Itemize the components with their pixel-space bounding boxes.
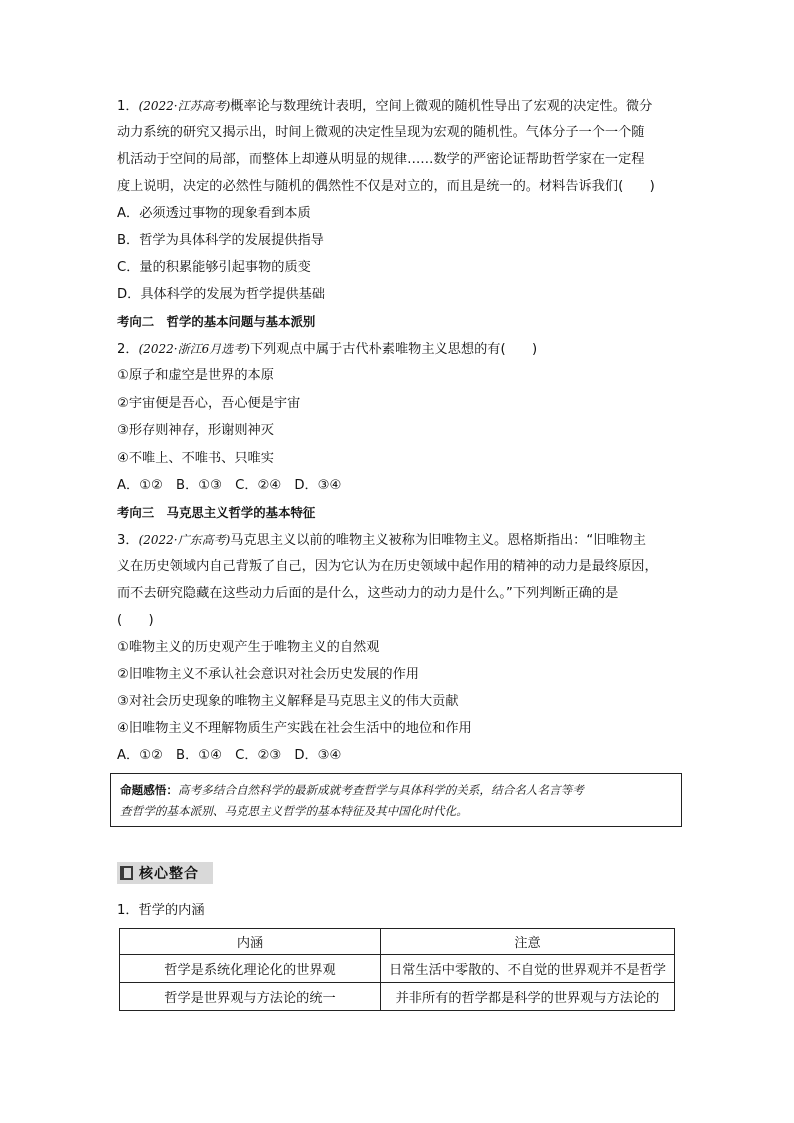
note-label: 命题感悟： [120, 783, 178, 797]
table-header-note: 注意 [381, 929, 675, 955]
q3-item-3: ③对社会历史现象的唯物主义解释是马克思主义的伟大贡献 [117, 694, 459, 709]
section-marker-icon [120, 866, 133, 880]
q2-item-2: ②宇宙便是吾心，吾心便是宇宙 [117, 396, 301, 411]
q1-line4: 度上说明，决定的必然性与随机的偶然性不仅是对立的，而且是统一的。材料告诉我们( ) [117, 179, 655, 194]
q3-answers: A．①② B．①④ C．②③ D．③④ [117, 748, 342, 763]
q2-item-4: ④不唯上、不唯书、只唯实 [117, 451, 274, 466]
q2-item-1: ①原子和虚空是世界的本原 [117, 368, 274, 383]
table-row [120, 955, 675, 983]
q1-option-d: D．具体科学的发展为哲学提供基础 [117, 287, 325, 302]
table-cell: 日常生活中零散的、不自觉的世界观并不是哲学 [381, 955, 675, 983]
q1-line2: 动力系统的研究又揭示出，时间上微观的决定性呈现为宏观的随机性。气体分子一个一个随 [117, 125, 645, 140]
q2-item-3: ③形存则神存，形谢则神灭 [117, 423, 274, 438]
q3-text: 马克思主义以前的唯物主义被称为旧唯物主义。恩格斯指出：“旧唯物主 [230, 533, 646, 548]
q3-line4: ( ) [117, 613, 154, 628]
note-text-2: 查哲学的基本派别、马克思主义哲学的基本特征及其中国化时代化。 [120, 804, 468, 818]
q2-text: 下列观点中属于古代朴素唯物主义思想的有( ) [249, 342, 538, 357]
table-header-row [120, 929, 675, 955]
q1-option-c: C．量的积累能够引起事物的质变 [117, 260, 311, 275]
q3-number: 3． [117, 533, 139, 548]
note-text-1: 高考多结合自然科学的最新成就考查哲学与具体科学的关系，结合名人名言等考 [177, 783, 584, 797]
note-line1 [120, 781, 584, 799]
q2-source: (2022·浙江6月选考) [138, 342, 250, 356]
section-title: 核心整合 [139, 866, 199, 882]
exam-insight-box [110, 773, 682, 827]
q3-item-1: ①唯物主义的历史观产生于唯物主义的自然观 [117, 640, 380, 655]
table-header-connotation: 内涵 [120, 929, 381, 955]
q1-text: 概率论与数理统计表明，空间上微观的随机性导出了宏观的决定性。微分 [230, 99, 653, 114]
q2-answers: A．①② B．①③ C．②④ D．③④ [117, 478, 342, 493]
direction-3-heading: 考向三 马克思主义哲学的基本特征 [117, 505, 316, 520]
q2-number: 2． [117, 342, 139, 357]
philosophy-connotation-table [119, 928, 675, 1011]
topic-1-heading: 1．哲学的内涵 [117, 903, 205, 918]
table-cell: 哲学是世界观与方法论的统一 [120, 983, 381, 1011]
table-cell: 并非所有的哲学都是科学的世界观与方法论的 [381, 983, 675, 1011]
table-row [120, 983, 675, 1011]
q1-line3: 机活动于空间的局部，而整体上却遵从明显的规律……数学的严密论证帮助哲学家在一定程 [117, 152, 645, 167]
section-header [117, 862, 213, 884]
q3-line2: 义在历史领域内自己背叛了自己，因为它认为在历史领域中起作用的精神的动力是最终原因， [117, 559, 658, 574]
q3-line3: 而不去研究隐藏在这些动力后面的是什么，这些动力的动力是什么。”下列判断正确的是 [117, 586, 619, 601]
q2-stem [117, 339, 537, 359]
table-cell: 哲学是系统化理论化的世界观 [120, 955, 381, 983]
q3-source: (2022·广东高考) [138, 533, 231, 547]
q1-line1 [117, 96, 652, 116]
q3-line1 [117, 530, 646, 550]
direction-2-heading: 考向二 哲学的基本问题与基本派别 [117, 314, 316, 329]
q3-item-4: ④旧唯物主义不理解物质生产实践在社会生活中的地位和作用 [117, 721, 472, 736]
q1-option-a: A．必须透过事物的现象看到本质 [117, 206, 311, 221]
q1-source: (2022·江苏高考) [138, 99, 231, 113]
q1-option-b: B．哲学为具体科学的发展提供指导 [117, 233, 324, 248]
q3-item-2: ②旧唯物主义不承认社会意识对社会历史发展的作用 [117, 667, 419, 682]
q1-number: 1． [117, 99, 139, 114]
